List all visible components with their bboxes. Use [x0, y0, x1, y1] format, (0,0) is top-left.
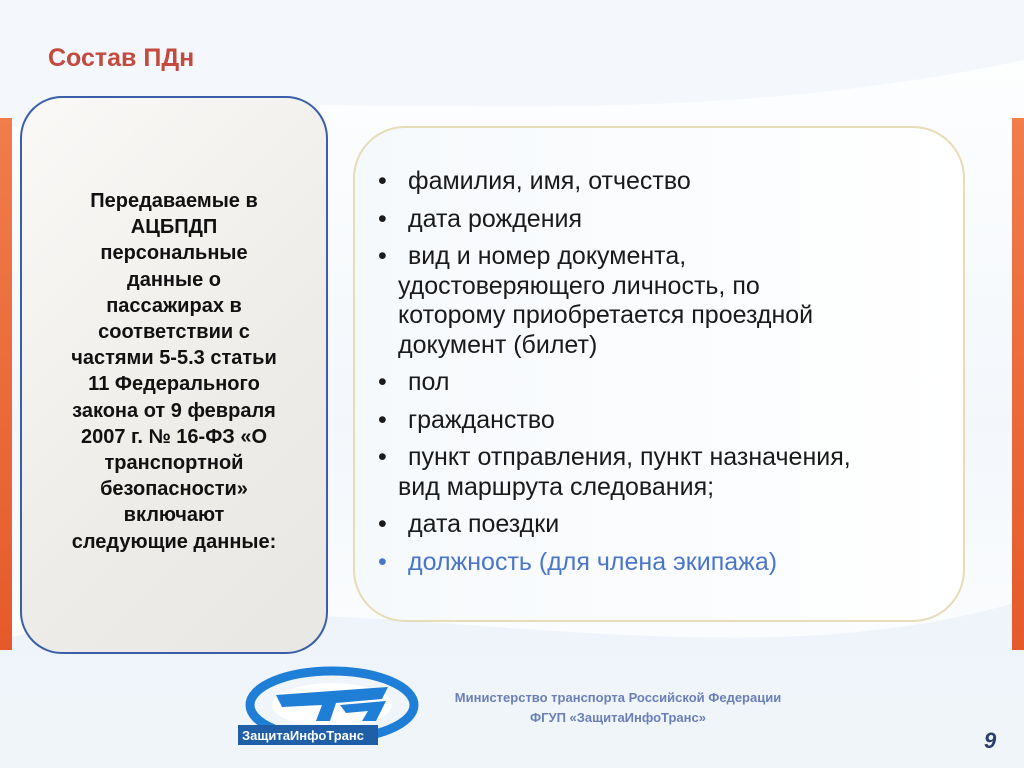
left-text-line: включают	[123, 504, 225, 527]
left-text-line: данные о	[127, 268, 221, 291]
left-accent-bar	[0, 118, 12, 650]
list-item-line: дата рождения	[408, 204, 583, 233]
left-text-line: транспортной	[104, 452, 244, 475]
bullet-icon: •	[378, 242, 387, 270]
list-item	[378, 368, 958, 398]
list-item	[378, 406, 958, 436]
left-text-line: частями 5-5.3 статьи	[71, 347, 277, 370]
personal-data-list	[378, 167, 958, 585]
bullet-icon: •	[378, 405, 387, 434]
list-item	[378, 443, 958, 502]
bullet-icon: •	[378, 167, 387, 195]
slide-title: Состав ПДн	[48, 44, 195, 72]
list-item-line: должность (для члена экипажа)	[408, 547, 778, 576]
left-text-line: соответствии с	[98, 321, 250, 344]
list-item	[378, 242, 958, 360]
footer-ministry: Министерство транспорта Российской Федерации	[454, 690, 782, 705]
footer-organization	[420, 688, 816, 728]
bullet-icon: •	[378, 204, 387, 233]
list-item-line: дата поездки	[408, 510, 560, 538]
list-item-line: пункт отправления, пункт назначения,	[408, 443, 851, 471]
bullet-icon: •	[378, 443, 387, 471]
right-accent-bar	[1012, 118, 1024, 650]
list-item-line: которому приобретается проездной	[398, 301, 814, 329]
list-item-line: документ (билет)	[398, 330, 598, 359]
left-text-line: 11 Федерального	[88, 373, 260, 396]
footer-company: ФГУП «ЗащитаИнфоТранс»	[530, 710, 706, 725]
left-text-line: закона от 9 февраля	[72, 399, 276, 422]
list-item-line: вид и номер документа,	[408, 242, 687, 270]
logo-caption: ЗащитаИнфоТранс	[242, 728, 364, 743]
left-card-text	[38, 188, 310, 555]
bullet-icon: •	[378, 547, 387, 576]
zit-logo	[236, 665, 420, 755]
list-item	[378, 167, 958, 197]
list-item-line: вид маршрута следования;	[398, 472, 715, 501]
list-item-line: удостоверяющего личность, по	[398, 271, 760, 300]
left-text-line: АЦБПДП	[130, 216, 218, 239]
left-text-line: безопасности»	[100, 478, 248, 501]
left-text-line: следующие данные:	[71, 530, 277, 553]
list-item-line: гражданство	[408, 405, 555, 434]
bullet-icon: •	[378, 510, 387, 538]
left-text-line: 2007 г. № 16-ФЗ «О	[80, 425, 268, 448]
list-item	[378, 205, 958, 235]
list-item	[378, 510, 958, 540]
page-number: 9	[984, 728, 997, 753]
list-item-line: пол	[408, 368, 450, 396]
list-item-line: фамилия, имя, отчество	[408, 167, 691, 195]
bullet-icon: •	[378, 368, 387, 396]
left-text-line: персональные	[100, 242, 248, 265]
left-text-line: Передаваемые в	[90, 190, 258, 212]
left-text-line: пассажирах в	[106, 294, 242, 317]
list-item	[378, 548, 958, 578]
